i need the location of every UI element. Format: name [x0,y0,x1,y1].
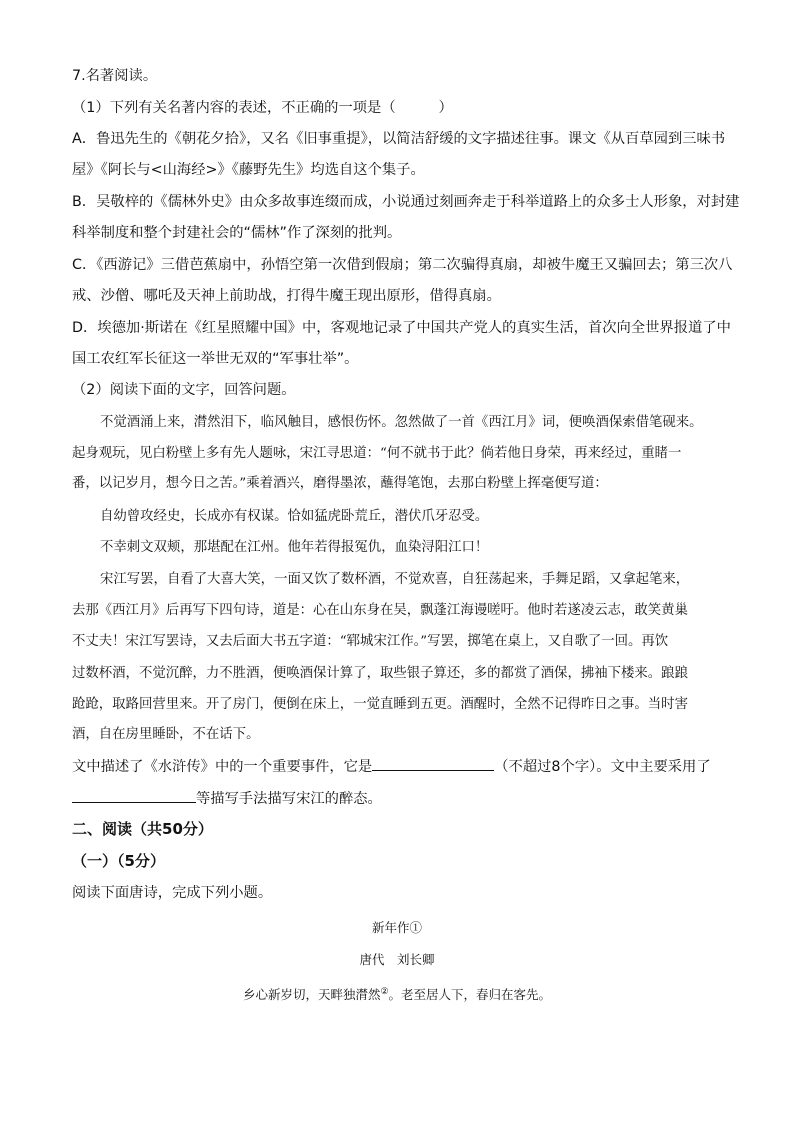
passage-p2-line6: 酒，自在房里睡卧，不在话下。 [72,727,260,742]
poem-title [0,918,794,938]
answer-blank-technique[interactable] [72,788,196,803]
question-line2-suffix: 等描写手法描写宋江的醉态。 [196,791,382,807]
poem-line1-part2: 。老至居人下，春归在客先。 [388,987,552,1003]
poem-title-note: ① [409,920,423,935]
passage-poem-line1: 自幼曾攻经史，长成亦有权谋。恰如猛虎卧荒丘，潜伏爪牙忍受。 [100,509,489,524]
question-7-title: 7.名著阅读。 [72,68,158,84]
question-7-sub1: （1）下列有关名著内容的表述，不正确的一项是（ ） [72,100,453,116]
passage-poem-line2: 不幸刺文双颊，那堪配在江州。他年若得报冤仇，血染浔阳江口！ [100,540,489,555]
passage-p2-line3: 不丈夫！宋江写罢诗，又去后面大书五字道：“郓城宋江作。”写罢，掷笔在桌上，又自歌了一回。再饮 [72,634,669,649]
option-d-line1: D．埃德加·斯诺在《红星照耀中国》中，客观地记录了中国共产党人的真实生活，首次向全世界报道了中 [72,320,731,336]
poem-line1 [0,982,794,1005]
question-7-sub2: （2）阅读下面的文字，回答问题。 [72,382,296,398]
option-a-line1: A．鲁迅先生的《朝花夕拾》，又名《旧事重提》，以简洁舒缓的文字描述往事。课文《从百草园到三味书 [72,131,726,147]
passage-p2-line5: 跄跄，取路回营里来。开了房门，便倒在床上，一觉直睡到五更。酒醒时，全然不记得昨日之事。当时害 [72,697,688,712]
question-line1-suffix: （不超过8个字）。文中主要采用了 [494,759,711,775]
passage-p1-line3: 番，以记岁月，想今日之苦。”乘着酒兴，磨得墨浓，蘸得笔饱，去那白粉壁上挥毫便写道： [72,476,608,491]
passage-p2-line1: 宋江写罢，自看了大喜大笑，一面又饮了数杯酒，不觉欢喜，自狂荡起来，手舞足蹈，又拿起笔来， [100,572,690,587]
question-line1 [72,756,722,777]
option-c-line2: 戒、沙僧、哪吒及天神上前助战，打得牛魔王现出原形，借得真扇。 [72,288,501,304]
reading-instruction-text: 阅读下面唐诗，完成下列小题 [72,885,258,901]
reading-instruction [72,883,722,903]
option-b-line2: 科举制度和整个封建社会的“儒林”作了深刻的批判。 [72,225,402,241]
reading-instruction-end: 。 [257,885,273,901]
answer-blank-event[interactable] [372,756,494,771]
poem-author: 唐代 刘长卿 [359,952,435,967]
section-2-title: 二、阅读（共50分） [72,820,213,838]
section-2-part1-title: （一）（5分） [72,852,165,870]
option-c-line1: C．《西游记》三借芭蕉扇中，孙悟空第一次借到假扇；第二次骗得真扇，却被牛魔王又骗回去；第三次八 [72,257,733,273]
passage-p2-line2: 去那《西江月》后再写下四句诗，道是：心在山东身在吴，飘蓬江海谩嗟吁。他时若遂凌云志，敢笑黄巢 [72,603,688,618]
option-a-line2: 屋》《阿长与<山海经>》《藤野先生》均选自这个集子。 [72,162,425,178]
poem-line1-part1: 乡心新岁切，天畔独潸然 [242,987,381,1003]
option-d-line2: 国工农红军长征这一举世无双的“军事壮举”。 [72,351,359,367]
poem-line1-note: ② [380,987,389,997]
question-line2 [72,788,722,809]
passage-p1-line2: 起身观玩，见白粉壁上多有先人题咏，宋江寻思道：“何不就书于此？倘若他日身荣，再来经过，重睹一 [72,446,682,461]
question-line1-prefix: 文中描述了《水浒传》中的一个重要事件，它是 [72,759,373,775]
poem-title-text: 新年作 [371,920,410,935]
option-b-line1: B．吴敬梓的《儒林外史》由众多故事连缀而成，小说通过刻画奔走于科举道路上的众多士人形象，对封建 [72,194,740,210]
passage-p2-line4: 过数杯酒，不觉沉醉，力不胜酒，便唤酒保计算了，取些银子算还，多的都赏了酒保，拂袖下楼来。踉踉 [72,666,688,681]
passage-p1-line1: 不觉酒涌上来，潸然泪下，临风触目，感恨伤怀。忽然做了一首《西江月》词，便唤酒保索借笔砚来。 [100,415,703,430]
